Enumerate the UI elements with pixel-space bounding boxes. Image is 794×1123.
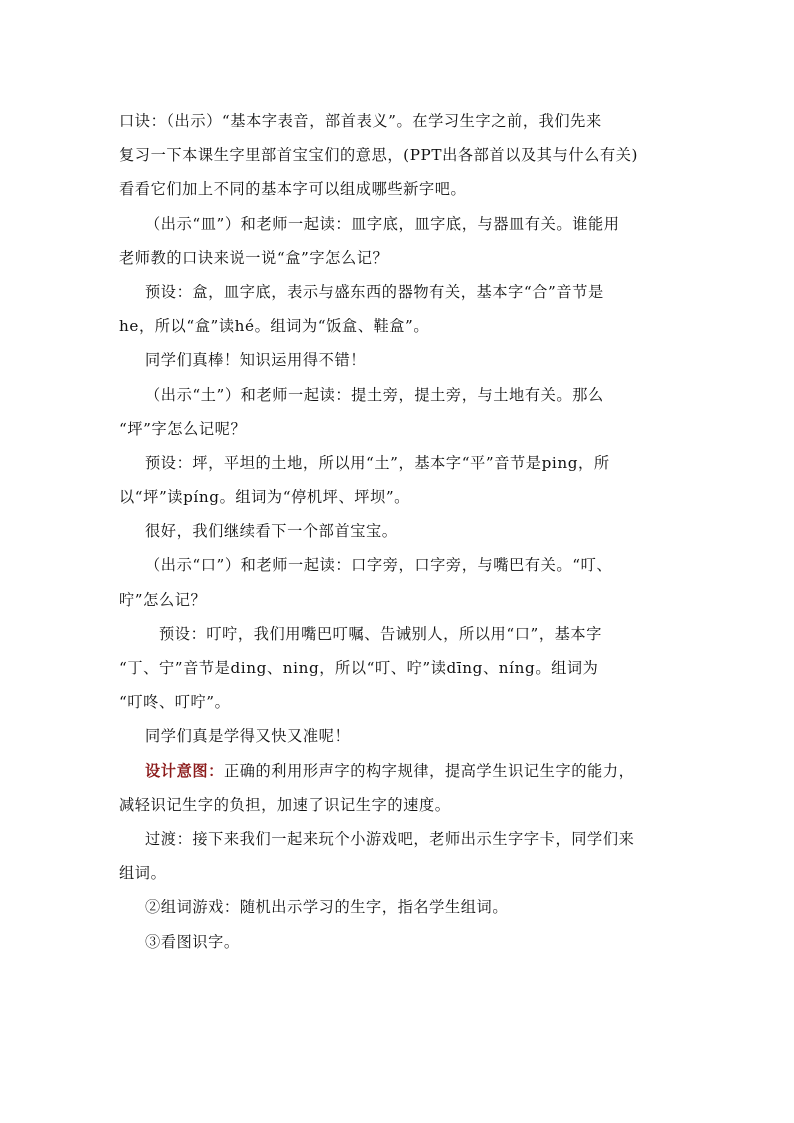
line-text: 预设：盒，皿字底，表示与盛东西的器物有关，基本字“合”音节是 xyxy=(145,282,604,301)
line-text: “坪”字怎么记呢？ xyxy=(119,419,247,438)
line-text: 预设：坪，平坦的土地，所以用“土”，基本字“平”音节是ping，所 xyxy=(145,453,610,472)
text-line xyxy=(119,207,681,241)
text-line xyxy=(119,104,681,138)
text-line xyxy=(119,822,681,856)
text-line xyxy=(119,583,681,617)
text-line xyxy=(119,480,681,514)
text-line xyxy=(119,719,681,753)
line-text: （出示“皿”）和老师一起读：皿字底，皿字底，与器皿有关。谁能用 xyxy=(145,214,620,233)
text-line xyxy=(119,172,681,206)
document-body xyxy=(119,104,681,959)
line-text: 同学们真是学得又快又准呢！ xyxy=(145,727,351,746)
line-text: 咛”怎么记？ xyxy=(119,590,207,609)
text-line xyxy=(119,890,681,924)
line-text: 减轻识记生字的负担，加速了识记生字的速度。 xyxy=(119,795,451,814)
line-text: ③看图识字。 xyxy=(145,932,240,951)
text-line xyxy=(119,412,681,446)
line-text: 看看它们加上不同的基本字可以组成哪些新字吧。 xyxy=(119,180,467,199)
design-intent-label: 设计意图： xyxy=(145,761,224,780)
text-line xyxy=(119,514,681,548)
line-text: 正确的利用形声字的构字规律，提高学生识记生字的能力， xyxy=(223,761,635,780)
line-text: 老师教的口诀来说一说“盒”字怎么记？ xyxy=(119,248,389,267)
line-text: （出示“土”）和老师一起读：提土旁，提土旁，与土地有关。那么 xyxy=(145,385,604,404)
text-line xyxy=(119,378,681,412)
design-intent-line xyxy=(119,754,681,788)
line-text: 以“坪”读píng。组词为“停机坪、坪坝”。 xyxy=(119,488,410,507)
text-line xyxy=(119,343,681,377)
text-line xyxy=(119,788,681,822)
line-text: （出示“口”）和老师一起读：口字旁，口字旁，与嘴巴有关。“叮、 xyxy=(145,556,613,575)
text-line xyxy=(119,446,681,480)
line-text: 组词。 xyxy=(119,864,167,883)
line-text: 过渡：接下来我们一起来玩个小游戏吧，老师出示生字字卡，同学们来 xyxy=(145,829,635,848)
line-text: “丁、宁”音节是ding、ning，所以“叮、咛”读dīng、níng。组词为 xyxy=(119,659,599,677)
line-text: “叮咚、叮咛”。 xyxy=(119,693,231,712)
text-line xyxy=(119,925,681,959)
line-text: 复习一下本课生字里部首宝宝们的意思，(PPT出各部首以及其与什么有关) xyxy=(119,146,639,165)
text-line xyxy=(119,856,681,890)
line-text: 很好，我们继续看下一个部首宝宝。 xyxy=(145,522,398,541)
text-line xyxy=(119,241,681,275)
line-text: ②组词游戏：随机出示学习的生字，指名学生组词。 xyxy=(145,898,509,917)
text-line xyxy=(119,617,681,651)
line-text: 同学们真棒！知识运用得不错！ xyxy=(145,351,367,370)
line-text: 预设：叮咛，我们用嘴巴叮嘱、告诫别人，所以用“口”，基本字 xyxy=(159,624,602,643)
text-line xyxy=(119,309,681,343)
text-line xyxy=(119,275,681,309)
text-line xyxy=(119,548,681,582)
text-line xyxy=(119,651,681,685)
text-line xyxy=(119,685,681,719)
text-line xyxy=(119,138,681,172)
line-text: he，所以“盒”读hé。组词为“饭盒、鞋盒”。 xyxy=(119,317,430,336)
line-text: 口诀：（出示）“基本字表音，部首表义”。在学习生字之前，我们先来 xyxy=(119,112,602,130)
